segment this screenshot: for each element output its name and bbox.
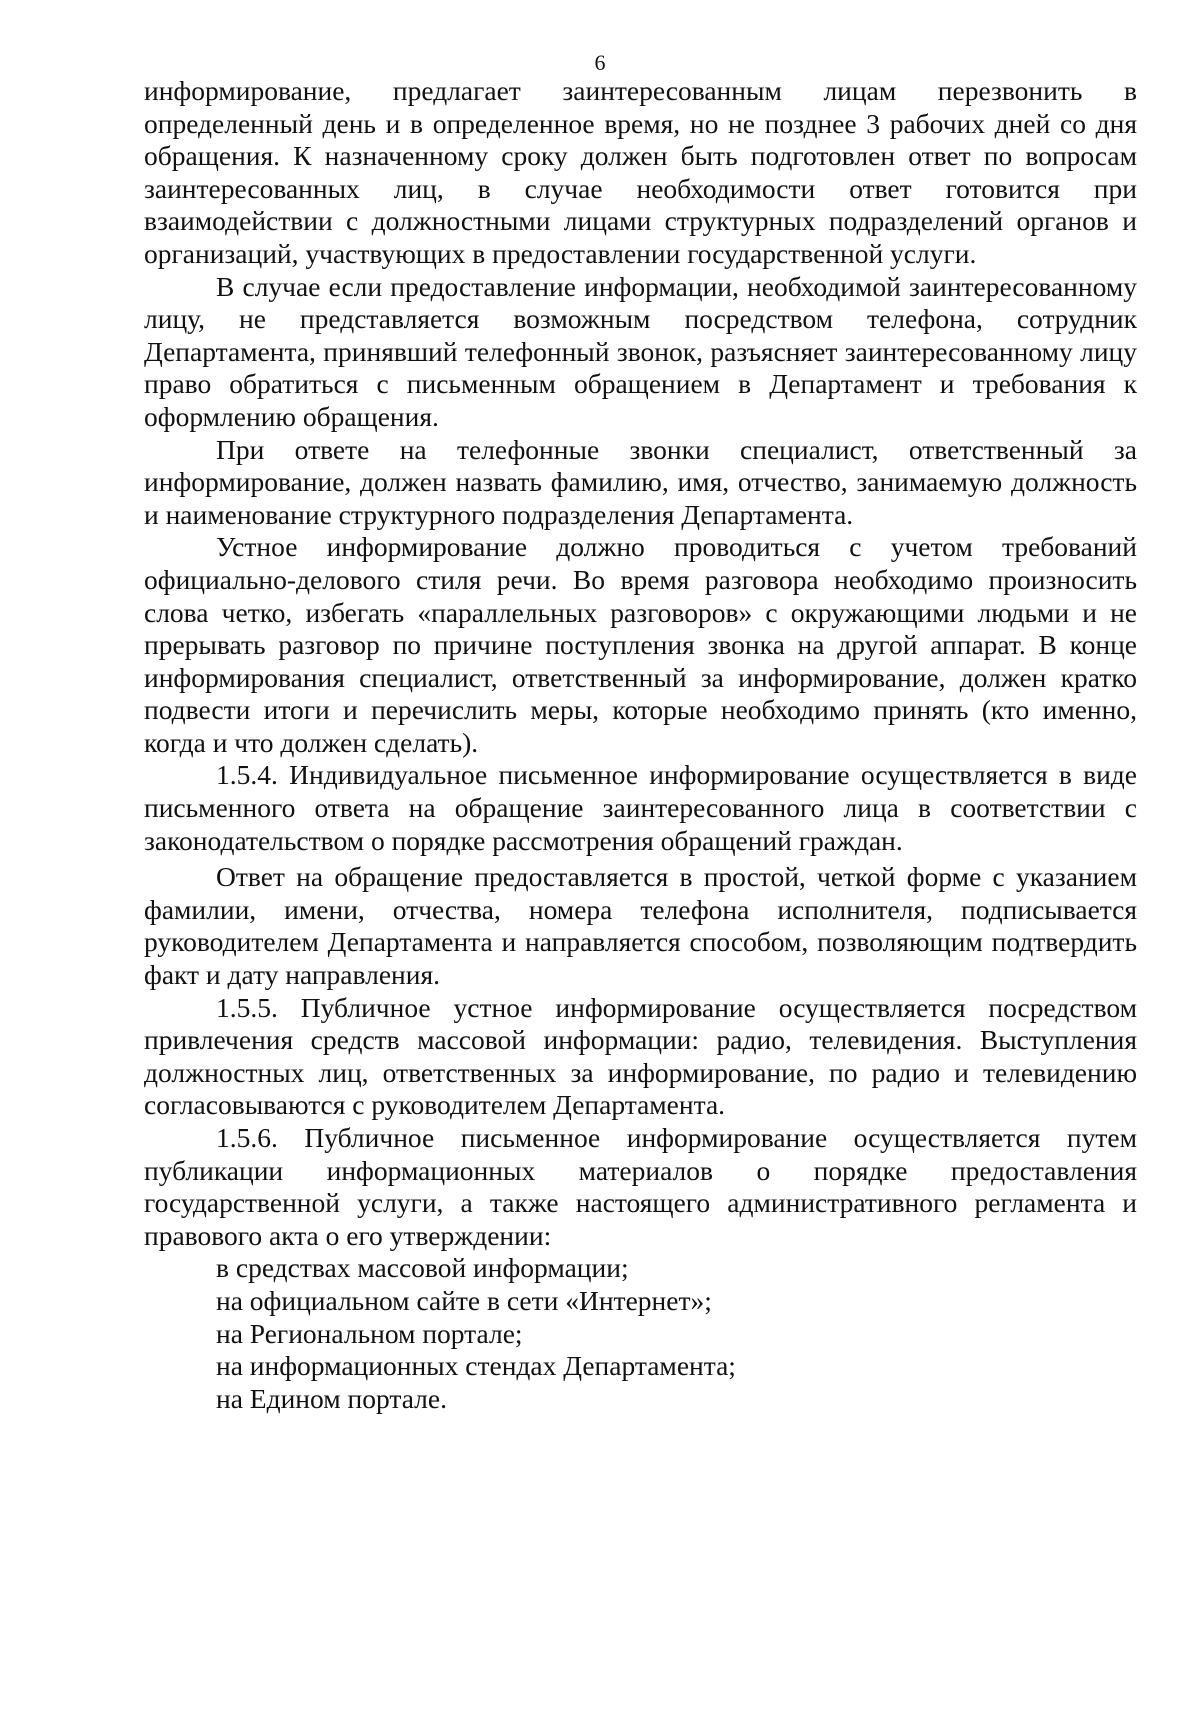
page-number: 6 xyxy=(594,50,606,75)
list-item: в средствах массовой информации; xyxy=(216,1252,629,1284)
publication-list xyxy=(144,1252,1137,1415)
paragraph-1-5-6: 1.5.6. Публичное письменное информирование осуществляется путем публикации информационных материалов о порядке предоставления государственной услуги, а также настоящего административного регламента и правового акта о его утверждении: xyxy=(144,1122,1137,1251)
list-item: на информационных стендах Департамента; xyxy=(216,1350,736,1382)
list-item: на официальном сайте в сети «Интернет»; xyxy=(216,1284,712,1316)
list-item: на Региональном портале; xyxy=(216,1317,523,1349)
paragraph-1-5-4: 1.5.4. Индивидуальное письменное информирование осуществляется в виде письменного ответа на обращение заинтересованного лица в соответствии с законодательством о порядке рассмотрения обращений граждан. xyxy=(144,759,1137,856)
document-body xyxy=(144,75,1137,1415)
paragraph-phone-answer: При ответе на телефонные звонки специалист, ответственный за информирование, должен назвать фамилию, имя, отчество, занимаемую должность и наименование структурного подразделения Департамента. xyxy=(144,433,1137,530)
paragraph-oral-informing: Устное информирование должно проводиться с учетом требований официально-делового стиля речи. Во время разговора необходимо произносить слова четко, избегать «параллельных разговоров» с окружающими людьми и не прерывать разговор по причине поступления звонка на другой аппарат. В конце информирования специалист, ответственный за информирование, должен кратко подвести итоги и перечислить меры, которые необходимо принять (кто именно, когда и что должен сделать). xyxy=(144,531,1137,758)
paragraph-telephone-impossible: В случае если предоставление информации, необходимой заинтересованному лицу, не представляется возможным посредством телефона, сотрудник Департамента, принявший телефонный звонок, разъясняет заинтересованному лицу право обратиться с письменным обращением в Департамент и требования к оформлению обращения. xyxy=(144,270,1137,432)
paragraph-response-form: Ответ на обращение предоставляется в простой, четкой форме с указанием фамилии, имени, отчества, номера телефона исполнителя, подписывается руководителем Департамента и направляется способом, позволяющим подтвердить факт и дату направления. xyxy=(144,861,1137,991)
paragraph-continuation: информирование, предлагает заинтересованным лицам перезвонить в определенный день и в определенное время, но не позднее 3 рабочих дней со дня обращения. К назначенному сроку должен быть подготовлен ответ по вопросам заинтересованных лиц, в случае необходимости ответ готовится при взаимодействии с должностными лицами структурных подразделений органов и организаций, участвующих в предоставлении государственной услуги. xyxy=(144,75,1137,269)
paragraph-1-5-5: 1.5.5. Публичное устное информирование осуществляется посредством привлечения средств массовой информации: радио, телевидения. Выступления должностных лиц, ответственных за информирование, по радио и телевидению согласовываются с руководителем Департамента. xyxy=(144,991,1137,1121)
list-item: на Едином портале. xyxy=(216,1382,447,1414)
